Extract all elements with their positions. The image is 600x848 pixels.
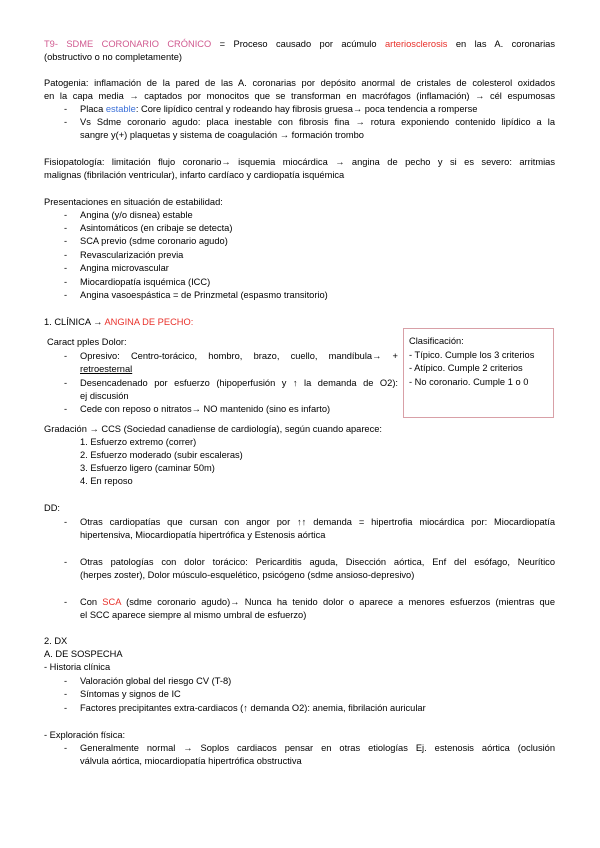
- patogenia-item-1-post: : Core lipídico central y rodeando hay fibrosis gruesa→ poca tendencia a romperse: [135, 104, 478, 114]
- clinica-heading-prefix: 1. CLÍNICA →: [44, 317, 105, 327]
- clinica-caract: Caract pples Dolor:: [47, 337, 127, 347]
- dd-item-1-line-2: hipertensiva, Miocardiopatía hipertrófica y Estenosis aórtica: [80, 530, 326, 540]
- bullet-dash: -: [64, 250, 68, 260]
- presentaciones-item: Angina vasoespástica = de Prinzmetal (espasmo transitorio): [80, 290, 328, 300]
- bullet-dash: -: [64, 676, 68, 686]
- bullet-dash: -: [64, 277, 68, 287]
- bullet-dash: -: [64, 236, 68, 246]
- bullet-dash: -: [64, 597, 68, 607]
- presentaciones-item: Miocardiopatía isquémica (ICC): [80, 277, 211, 287]
- patogenia-item-1-pre: Placa: [80, 104, 106, 114]
- patogenia-item-1-highlight: estable: [105, 104, 136, 114]
- exploracion-item-line-1: Generalmente normal → Soplos cardiacos pensar en otras etiologías Ej. estenosis aórtica (oclusión: [80, 743, 555, 753]
- dd-item-3-post: (sdme coronario agudo)→ Nunca ha tenido dolor o aparece a menores esfuerzos (mientras que: [120, 597, 555, 607]
- clasificacion-item: - Atípico. Cumple 2 criterios: [409, 363, 523, 373]
- presentaciones-item: Angina microvascular: [80, 263, 169, 273]
- title-rest: en las A. coronarias: [455, 39, 555, 49]
- dd-item-2-line-2: (herpes zoster), Dolor músculo-esquelético, psicógeno (sdme ansioso-depresivo): [80, 570, 415, 580]
- dd-item-3-line-1: [80, 596, 555, 609]
- dx-subheading: A. DE SOSPECHA: [44, 649, 123, 659]
- clinica-item-1-line-2: retroesternal: [80, 364, 133, 374]
- clasificacion-item: - No coronario. Cumple 1 o 0: [409, 376, 529, 387]
- dd-item-2-line-1: Otras patologías con dolor torácico: Pericarditis aguda, Disección aórtica, Enf del esófago, Neurítico: [80, 557, 555, 567]
- bullet-dash: -: [64, 378, 68, 388]
- historia-item: Síntomas y signos de IC: [80, 689, 181, 699]
- presentaciones-item: Revascularización previa: [80, 250, 184, 260]
- gradacion-item: 1. Esfuerzo extremo (correr): [80, 437, 197, 447]
- clinica-heading: [44, 316, 193, 329]
- bullet-dash: -: [64, 517, 68, 527]
- clasificacion-item: - Típico. Cumple los 3 criterios: [409, 349, 535, 360]
- bullet-dash: -: [64, 703, 68, 713]
- bullet-dash: -: [64, 290, 68, 300]
- presentaciones-item: SCA previo (sdme coronario agudo): [80, 236, 228, 246]
- bullet-dash: -: [64, 743, 68, 753]
- bullet-dash: -: [64, 351, 68, 361]
- exploracion-heading: - Exploración física:: [44, 730, 126, 740]
- presentaciones-item: Angina (y/o disnea) estable: [80, 210, 193, 220]
- gradacion-item: 3. Esfuerzo ligero (caminar 50m): [80, 463, 215, 473]
- clinica-item-3: Cede con reposo o nitratos→ NO mantenido (sino es infarto): [80, 404, 331, 414]
- dd-item-3-line-2: el SCC aparece siempre al mismo umbral de esfuerzo): [80, 610, 307, 620]
- fisiopatologia-line-2: malignas (fibrilación ventricular), infarto cardíaco y cardiopatía isquémica: [44, 170, 345, 180]
- bullet-dash: -: [64, 210, 68, 220]
- clinica-item-1-line-1: Opresivo: Centro-torácico, hombro, brazo, cuello, mandíbula→ +: [80, 351, 398, 361]
- dd-item-3-highlight: SCA: [102, 597, 121, 607]
- bullet-dash: -: [64, 263, 68, 273]
- exploracion-item-line-2: válvula aórtica, miocardiopatía hipertrófica obstructiva: [80, 756, 302, 766]
- historia-heading: - Historia clínica: [44, 662, 111, 672]
- dd-heading: DD:: [44, 503, 61, 513]
- clasificacion-title: Clasificación:: [409, 336, 464, 346]
- patogenia-item-2-line-1: Vs Sdme coronario agudo: placa inestable con fibrosis fina → rotura exponiendo contenido lipídico a la: [80, 117, 555, 127]
- title-definition: = Proceso causado por acúmulo: [219, 39, 377, 49]
- fisiopatologia-line-1: Fisiopatología: limitación flujo coronario→ isquemia miocárdica → angina de pecho y si es severo: arritmias: [44, 157, 555, 167]
- title-code: T9- SDME CORONARIO CRÓNICO: [44, 39, 212, 49]
- clasificacion-box: [403, 328, 554, 418]
- dd-item-1-line-1: Otras cardiopatías que cursan con angor por ↑↑ demanda = hipertrofia miocárdica por: Miocardiopatía: [80, 517, 555, 527]
- clinica-item-2-line-2: ej discusión: [80, 391, 129, 401]
- patogenia-line-2: en la capa media → captados por monocitos que se transforman en macrófagos (inflamación) → cél espumosas: [44, 91, 555, 101]
- clinica-heading-highlight: ANGINA DE PECHO:: [104, 317, 194, 327]
- bullet-dash: -: [64, 557, 68, 567]
- title-line-2: (obstructivo o no completamente): [44, 52, 182, 62]
- title-term: arteriosclerosis: [384, 39, 448, 49]
- clinica-item-2-line-1: Desencadenado por esfuerzo (hipoperfusión y ↑ la demanda de O2):: [80, 378, 398, 388]
- bullet-dash: -: [64, 223, 68, 233]
- patogenia-line-1: Patogenia: inflamación de la pared de las A. coronarias por depósito anormal de cristales de colesterol oxidados: [44, 78, 555, 88]
- gradacion-item: 2. Esfuerzo moderado (subir escaleras): [80, 450, 243, 460]
- presentaciones-heading: Presentaciones en situación de estabilidad:: [44, 197, 223, 207]
- title-line: [44, 38, 555, 51]
- presentaciones-item: Asintomáticos (en cribaje se detecta): [80, 223, 233, 233]
- dd-item-3-pre: Con: [80, 597, 103, 607]
- dx-heading: 2. DX: [44, 636, 68, 646]
- patogenia-item-1: [80, 103, 477, 116]
- bullet-dash: -: [64, 689, 68, 699]
- bullet-dash: -: [64, 117, 68, 127]
- bullet-dash: -: [64, 404, 68, 414]
- gradacion-heading: Gradación → CCS (Sociedad canadiense de cardiología), según cuando aparece:: [44, 424, 382, 434]
- gradacion-item: 4. En reposo: [80, 476, 133, 486]
- historia-item: Factores precipitantes extra-cardiacos (↑ demanda O2): anemia, fibrilación auricular: [80, 703, 426, 713]
- patogenia-item-2-line-2: sangre y(+) plaquetas y sistema de coagulación → formación trombo: [80, 130, 364, 140]
- historia-item: Valoración global del riesgo CV (T-8): [80, 676, 232, 686]
- bullet-dash: -: [64, 104, 68, 114]
